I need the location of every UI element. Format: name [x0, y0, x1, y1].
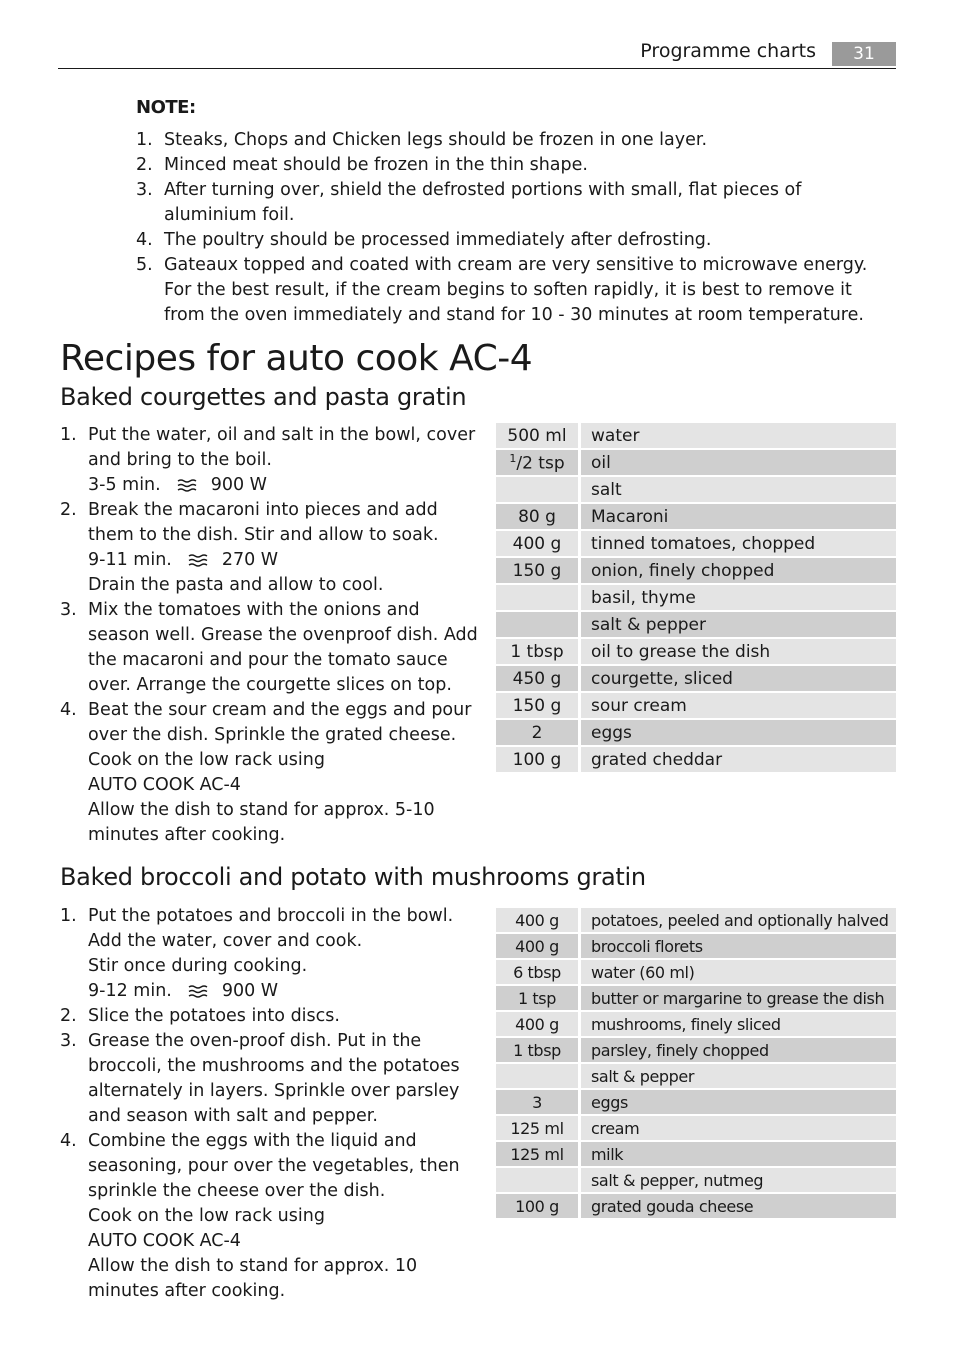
recipe1-title: Baked courgettes and pasta gratin — [60, 383, 467, 411]
step-number: 4. — [60, 700, 77, 720]
ingredient-row — [496, 449, 896, 476]
page-title: Recipes for auto cook AC-4 — [60, 338, 533, 379]
ingredient-quantity: 3 — [496, 1089, 580, 1115]
ingredient-row — [496, 719, 896, 746]
microwave-power-icon — [186, 984, 210, 998]
ingredient-quantity: 125 ml — [496, 1141, 580, 1167]
power-level: 270 W — [221, 550, 279, 570]
step-number: 3. — [60, 1031, 77, 1051]
ingredient-quantity: 400 g — [496, 933, 580, 959]
ingredient-quantity — [496, 1167, 580, 1193]
ingredient-name: water — [580, 423, 897, 449]
microwave-power-icon — [175, 478, 199, 492]
step-number: 1. — [60, 906, 77, 926]
note-text: Gateaux topped and coated with cream are very sensitive to microwave energy. For the best result, if the cream begins to soften rapidly, it is best to remove it from the oven immediately and stand for 10 - 30 minutes at room temperature. — [164, 255, 868, 325]
ingredient-quantity: $^1$/2 tsp — [496, 449, 580, 476]
step-item — [60, 1029, 480, 1129]
ingredient-name: salt & pepper — [580, 611, 897, 638]
ingredient-row — [496, 1089, 896, 1115]
ingredient-name: basil, thyme — [580, 584, 897, 611]
ingredient-row — [496, 1167, 896, 1193]
note-item — [136, 153, 896, 178]
step-number: 4. — [60, 1131, 77, 1151]
step-item — [60, 698, 480, 848]
step-number: 2. — [60, 500, 77, 520]
step-item — [60, 1129, 480, 1304]
step-text: Put the water, oil and salt in the bowl, cover and bring to the boil. — [88, 425, 476, 470]
ingredient-name: potatoes, peeled and optionally halved — [580, 908, 897, 933]
ingredient-row — [496, 611, 896, 638]
step-cooking-setting — [88, 979, 480, 1004]
ingredient-quantity: 1 tbsp — [496, 638, 580, 665]
note-number: 1. — [136, 130, 153, 150]
ingredient-row — [496, 1037, 896, 1063]
ingredient-row — [496, 985, 896, 1011]
recipe1-steps — [60, 423, 480, 848]
step-text: Grease the oven-proof dish. Put in the broccoli, the mushrooms and the potatoes alternately in layers. Sprinkle over parsley and season with salt and pepper. — [88, 1031, 460, 1126]
ingredient-row — [496, 503, 896, 530]
ingredient-row — [496, 423, 896, 449]
ingredient-name: milk — [580, 1141, 897, 1167]
ingredient-row — [496, 530, 896, 557]
ingredient-name: eggs — [580, 719, 897, 746]
recipe2-steps — [60, 904, 480, 1304]
ingredient-quantity — [496, 584, 580, 611]
cooking-time: 9-12 min. — [88, 981, 172, 1001]
ingredient-quantity — [496, 611, 580, 638]
note-item — [136, 178, 896, 228]
ingredient-row — [496, 476, 896, 503]
ingredient-name: Macaroni — [580, 503, 897, 530]
step-number: 2. — [60, 1006, 77, 1026]
ingredient-name: tinned tomatoes, chopped — [580, 530, 897, 557]
ingredient-name: parsley, finely chopped — [580, 1037, 897, 1063]
step-item — [60, 1004, 480, 1029]
step-item — [60, 423, 480, 498]
note-heading: NOTE: — [136, 97, 196, 118]
step-text: Break the macaroni into pieces and add them to the dish. Stir and allow to soak. — [88, 500, 439, 545]
ingredient-quantity: 80 g — [496, 503, 580, 530]
step-text: AUTO COOK AC-4 — [88, 775, 241, 795]
note-text: Steaks, Chops and Chicken legs should be frozen in one layer. — [164, 130, 708, 150]
recipe1-ingredients-table — [496, 423, 896, 774]
step-text: Allow the dish to stand for approx. 10 minutes after cooking. — [88, 1256, 418, 1301]
ingredient-quantity: 125 ml — [496, 1115, 580, 1141]
ingredient-row — [496, 665, 896, 692]
ingredient-name: oil — [580, 449, 897, 476]
step-text: Cook on the low rack using — [88, 1206, 325, 1226]
cooking-time: 9-11 min. — [88, 550, 172, 570]
note-item — [136, 228, 896, 253]
step-text: Put the potatoes and broccoli in the bowl. Add the water, cover and cook. — [88, 906, 454, 951]
ingredient-quantity: 400 g — [496, 530, 580, 557]
ingredient-row — [496, 692, 896, 719]
ingredient-quantity: 100 g — [496, 746, 580, 773]
ingredient-quantity: 100 g — [496, 1193, 580, 1219]
ingredient-quantity — [496, 476, 580, 503]
ingredient-name: butter or margarine to grease the dish — [580, 985, 897, 1011]
step-text: Allow the dish to stand for approx. 5-10 minutes after cooking. — [88, 800, 435, 845]
ingredient-name: onion, finely chopped — [580, 557, 897, 584]
ingredient-name: sour cream — [580, 692, 897, 719]
step-text: AUTO COOK AC-4 — [88, 1231, 241, 1251]
note-number: 2. — [136, 155, 153, 175]
ingredient-name: cream — [580, 1115, 897, 1141]
ingredient-quantity — [496, 1063, 580, 1089]
ingredient-quantity: 400 g — [496, 1011, 580, 1037]
step-text: Beat the sour cream and the eggs and pour over the dish. Sprinkle the grated cheese. — [88, 700, 472, 745]
ingredient-quantity: 6 tbsp — [496, 959, 580, 985]
note-text: Minced meat should be frozen in the thin shape. — [164, 155, 588, 175]
cooking-time: 3-5 min. — [88, 475, 161, 495]
ingredient-quantity: 1 tbsp — [496, 1037, 580, 1063]
ingredient-row — [496, 584, 896, 611]
ingredient-quantity: 1 tsp — [496, 985, 580, 1011]
ingredient-row — [496, 557, 896, 584]
ingredient-quantity: 450 g — [496, 665, 580, 692]
ingredient-row — [496, 1193, 896, 1219]
ingredient-name: eggs — [580, 1089, 897, 1115]
note-number: 3. — [136, 180, 153, 200]
ingredient-name: mushrooms, finely sliced — [580, 1011, 897, 1037]
power-level: 900 W — [210, 475, 267, 495]
recipe2-title: Baked broccoli and potato with mushrooms gratin — [60, 863, 646, 891]
note-list — [136, 128, 896, 328]
ingredient-name: salt — [580, 476, 897, 503]
step-text: Cook on the low rack using — [88, 750, 325, 770]
fraction-numerator: 1 — [509, 451, 517, 465]
step-text: Mix the tomatoes with the onions and season well. Grease the ovenproof dish. Add the macaroni and pour the tomato sauce over. Arrange the courgette slices on top. — [88, 600, 478, 695]
ingredient-name: broccoli florets — [580, 933, 897, 959]
ingredient-quantity: 150 g — [496, 557, 580, 584]
ingredient-row — [496, 746, 896, 773]
step-cooking-setting — [88, 473, 480, 498]
power-level: 900 W — [221, 981, 279, 1001]
note-item — [136, 128, 896, 153]
ingredient-row — [496, 1115, 896, 1141]
ingredient-quantity: 2 — [496, 719, 580, 746]
step-text: Stir once during cooking. — [88, 956, 308, 976]
ingredient-name: oil to grease the dish — [580, 638, 897, 665]
recipe2-ingredients-table — [496, 908, 896, 1220]
ingredient-name: salt & pepper — [580, 1063, 897, 1089]
step-item — [60, 598, 480, 698]
ingredient-name: salt & pepper, nutmeg — [580, 1167, 897, 1193]
ingredient-name: grated cheddar — [580, 746, 897, 773]
step-text: Combine the eggs with the liquid and seasoning, pour over the vegetables, then sprinkle the cheese over the dish. — [88, 1131, 460, 1201]
microwave-power-icon — [186, 553, 210, 567]
note-number: 5. — [136, 255, 153, 275]
step-item — [60, 498, 480, 598]
ingredient-row — [496, 1063, 896, 1089]
ingredient-name: courgette, sliced — [580, 665, 897, 692]
note-number: 4. — [136, 230, 153, 250]
ingredient-quantity: 500 ml — [496, 423, 580, 449]
step-text: Drain the pasta and allow to cool. — [88, 575, 384, 595]
ingredient-row — [496, 1141, 896, 1167]
ingredient-quantity: 400 g — [496, 908, 580, 933]
ingredient-name: water (60 ml) — [580, 959, 897, 985]
page-number: 31 — [832, 42, 896, 66]
ingredient-row — [496, 908, 896, 933]
note-item — [136, 253, 896, 328]
step-number: 3. — [60, 600, 77, 620]
header-section-title: Programme charts — [640, 40, 816, 62]
ingredient-quantity: 150 g — [496, 692, 580, 719]
ingredient-row — [496, 638, 896, 665]
note-text: The poultry should be processed immediately after defrosting. — [164, 230, 712, 250]
step-cooking-setting — [88, 548, 480, 573]
header-rule — [58, 68, 896, 69]
ingredient-row — [496, 933, 896, 959]
step-item — [60, 904, 480, 1004]
ingredient-name: grated gouda cheese — [580, 1193, 897, 1219]
note-text: After turning over, shield the defrosted portions with small, flat pieces of aluminium foil. — [164, 180, 802, 225]
step-text: Slice the potatoes into discs. — [88, 1006, 340, 1026]
step-number: 1. — [60, 425, 77, 445]
ingredient-row — [496, 1011, 896, 1037]
ingredient-row — [496, 959, 896, 985]
